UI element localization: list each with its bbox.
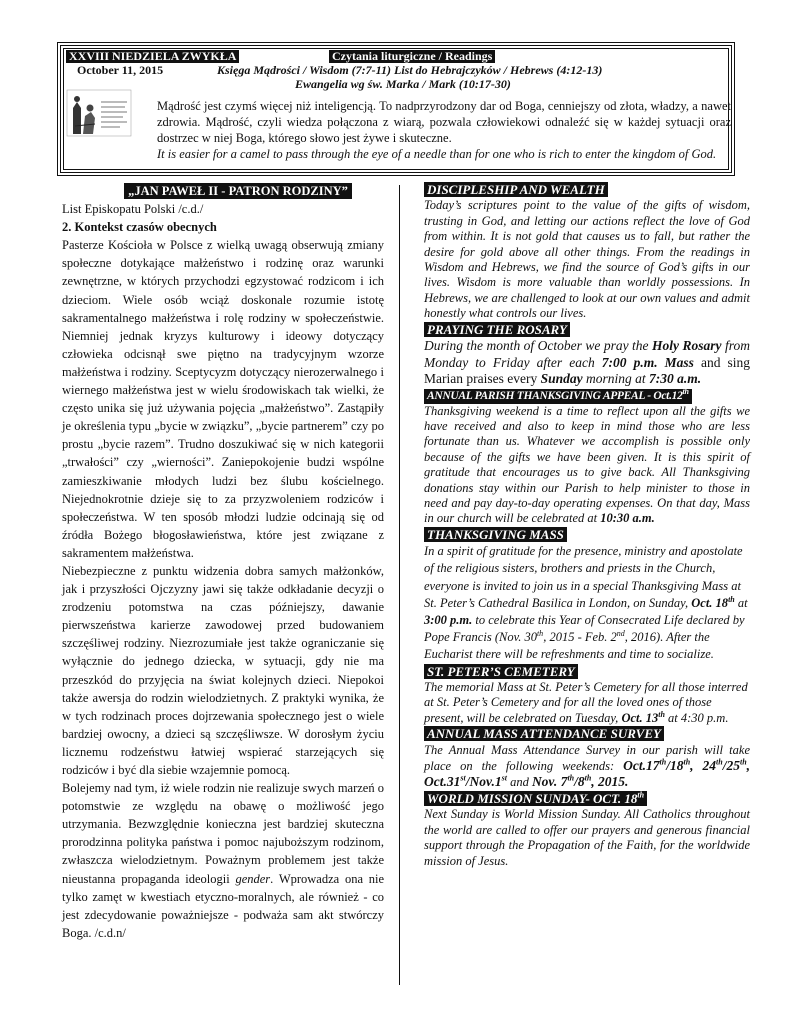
readings-label: Czytania liturgiczne / Readings (329, 50, 495, 63)
rosary-text: During the month of October we pray the Holy Rosary from Monday to Friday after each 7:00 p.m. Mass and sing Marian praises every Sunday morning at 7:30 a.m. (424, 338, 751, 387)
article-paragraph-2: Niebezpieczne z punktu widzenia dobra samych małżonków, jak i przyszłości Ojczyzny jawi się także odkładanie decyzji o zrodzeniu potomstwa na czas późniejszy, dawanie pierwszeństwa karierze zawodowej przed budowaniem szczęśliwej rodziny. Niezrozumiałe jest także ograniczanie się wyłącznie do jednego dziecka, w sytuacji, gdy nie ma przeszkód do przyjęcia na świat kolejnych dzieci. Niepokoi także awersja do rodzin wielodzietnych. Z praktyki wynika, że w tych rodzinach proces dojrzewania społecznego jest o wiele bardziej owocny, a dzieci są szczęśliwsze. W dorosłym życiu licznemu rodzeństwu łatwiej wspierać starzejących się rodziców i być dla siebie wzajemnie pomocą. (62, 563, 384, 777)
article-paragraph-1: Pasterze Kościoła w Polsce z wielką uwagą obserwują zmiany społeczne dotykające małżeństwo i rodzinę oraz warunki zewnętrzne, w których przychodzi egzystować rodzicom i ich dzieciom. Wiele osób wciąż doskonale rozumie istotę sakramentalnego małżeństwa i rolę rodziny w społeczeństwie. Niemniej jednak kryzys kulturowy i ideowy dotyczący człowieka odcisnął swe piętno na tradycyjnym wzorze małżeństwa i rodziny. Sceptycyzm dotyczący nierozerwalnego i wiernego małżeństwa jest w wielu środowiskach tak wielki, że często unika się już używania pojęcia „małżeństwo”. Zastąpiły je określenia typu „bycie w związku”, „bycie partnerem” czy po prostu „bycie razem”. Trudno doszukiwać się w nich kategorii „trwałości” czy „wierności”. Zaniepokojenie budzi wspólne zamieszkiwanie młodych ludzi bez ślubu kościelnego. Niejednokrotnie dzieje się to za przyzwoleniem rodziców i społeczeństwa. W ten sposób młodzi ludzie odcinają się od źródła Bożego błogosławieństwa, które jest związane z sakramentem małżeństwa. (62, 238, 384, 560)
thanksgiving-appeal-section (424, 388, 750, 527)
discipleship-text: Today’s scriptures point to the value of the gifts of wisdom, trusting in God, and letting our actions reflect the love of God from within. It is not gold that causes us to fall, but rather the desire for gold above all other things. From the readings in Wisdom and Hebrews, we find the source of God’s gifts in our lives. Wisdom is more valuable than worldly possessions. In Hebrews, we are challenged to look at our own values and admit honestly what controls our lives. (424, 198, 750, 321)
thanksgiving-appeal-text: Thanksgiving weekend is a time to reflect upon all the gifts we have received and also to keep in mind those who are less fortunate than us. Whatever we accomplish is possible only because of the gifts we have been given. It is this spirit of gratitude that encourages us to give back. All Thanksgiving donations stay within our Parish to help minister to those in need and pay day-to-day operating expenses. On that day, Mass in our church will be celebrated at 10:30 a.m. (424, 403, 750, 526)
left-column-article (62, 182, 384, 942)
bulletin-date: October 11, 2015 (77, 63, 164, 77)
gospel-illustration-icon (65, 88, 133, 138)
article-paragraph-3: Bolejemy nad tym, iż wiele rodzin nie realizuje swych marzeń o potomstwie ze względu na obawę o możliwość jego utrzymania. Bezwzględnie konieczna jest bardziej skuteczna prorodzinna polityka państwa i pomoc najuboższym rodzinom, zwłaszcza wielodzietnym. Poważnym problemem jest także nieustanna propaganda ideologii gender. Wprowadza ona nie tylko zamęt w kwestiach etyczno-moralnych, ale również - co jest zdecydowanie poważniejsze - podważa sam akt stwórczy Boga. /c.d.n/ (62, 781, 385, 940)
discipleship-heading: DISCIPLESHIP AND WEALTH (424, 182, 608, 197)
mass-survey-section (424, 726, 750, 791)
rosary-heading: PRAYING THE ROSARY (424, 322, 570, 337)
cemetery-text: The memorial Mass at St. Peter’s Cemetery for all those interred at St. Peter’s Cemetery and for all the loved ones of those present, will be celebrated on Tuesday, Oct. 13th at 4:30 p.m. (424, 680, 748, 725)
discipleship-section (424, 182, 750, 322)
world-mission-section (424, 791, 750, 869)
thanksgiving-mass-text: In a spirit of gratitude for the presence, ministry and apostolate of the religious sisters, brothers and priests in the Church, everyone is invited to join us in a special Thanksgiving Mass at St. Peter’s Cathedral Basilica in London, on Sunday, Oct. 18th at 3:00 p.m. to celebrate this Year of Consecrated Life declared by Pope Francis (Nov. 30th, 2015 - Feb. 2nd, 2016). After the Eucharist there will be refreshments and time to socialize. (424, 544, 748, 662)
wisdom-reflection-polish: Mądrość jest czymś więcej niż inteligencją. To nadprzyrodzony dar od Boga, cenniejszy od złota, władzy, a nawet zdrowia. Mądrość, czyli wiedza połączona z wiarą, pozwala człowiekowi odnaleźć się w każdej sytuacji oraz dostrzec w niej Boga, którego słowo jest żywe i skuteczne. (157, 99, 731, 145)
thanksgiving-mass-heading: THANKSGIVING MASS (424, 527, 567, 542)
thanksgiving-mass-section (424, 527, 750, 664)
mass-survey-text: The Annual Mass Attendance Survey in our parish will take place on the following weekends: Oct.17th/18th, 24th/25th, Oct.31st/Nov.1st and Nov. 7th/8th, 2015. (424, 742, 751, 790)
gospel-quote-english: It is easier for a camel to pass through the eye of a needle than for one who is rich to enter the kingdom of God. (157, 147, 717, 161)
gospel-reading: Ewangelia wg św. Marka / Mark (10:17-30) (295, 77, 511, 91)
right-column-announcements (424, 182, 750, 869)
readings-header-box (57, 42, 735, 176)
article-subhead: 2. Kontekst czasów obecnych (62, 220, 217, 235)
thanksgiving-appeal-heading: ANNUAL PARISH THANKSGIVING APPEAL - Oct.12th (424, 389, 692, 404)
mass-survey-heading: ANNUAL MASS ATTENDANCE SURVEY (424, 726, 664, 741)
world-mission-heading: WORLD MISSION SUNDAY- OCT. 18th (424, 791, 647, 806)
column-divider (399, 185, 400, 985)
rosary-section (424, 322, 750, 388)
sunday-title: XXVIII NIEDZIELA ZWYKŁA (66, 50, 239, 63)
cemetery-section (424, 664, 750, 727)
article-title: „JAN PAWEŁ II - PATRON RODZINY” (124, 183, 352, 199)
world-mission-text: Next Sunday is World Mission Sunday. All Catholics throughout the world are called to offer our prayers and generous financial support through the Propagation of the Faith, for the worldwide mission of Jesus. (424, 807, 750, 868)
first-readings: Księga Mądrości / Wisdom (7:7-11) List do Hebrajczyków / Hebrews (4:12-13) (217, 63, 603, 77)
cemetery-heading: ST. PETER’S CEMETERY (424, 664, 578, 679)
article-source: List Episkopatu Polski /c.d./ (62, 202, 204, 217)
